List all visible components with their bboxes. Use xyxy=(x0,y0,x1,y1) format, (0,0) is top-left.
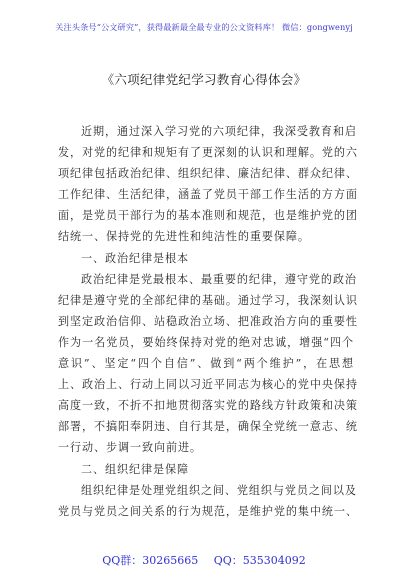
paragraph-line: 意识”、坚定“四个自信”、做到“两个维护”，在思想 xyxy=(58,357,354,371)
document-title: 《六项纪律党纪学习教育心得体会》 xyxy=(101,72,307,87)
paragraph-line: 高度一致，不折不扣地贯彻落实党的路线方针政策和决策 xyxy=(58,399,358,413)
paragraph-line: 一行动、步调一致向前进。 xyxy=(58,441,202,455)
paragraph-line: 结统一、保持党的先进性和纯洁性的重要保障。 xyxy=(58,230,310,244)
paragraph-line: 面，是党员干部行为的基本准则和规范，也是维护党的团 xyxy=(58,209,358,223)
footer-qq: QQ：535304092 xyxy=(213,554,306,567)
paragraph-line: 部署，不搞阳奉阴违、自行其是，确保全党统一意志、统 xyxy=(58,420,358,434)
paragraph-line: 组织纪律是处理党组织之间、党组织与党员之间以及 xyxy=(81,483,357,497)
paragraph-line: 纪律是遵守党的全部纪律的基础。通过学习，我深刻认识 xyxy=(58,293,358,307)
paragraph-line: 作为一名党员，要始终保持对党的绝对忠诚，增强“四个 xyxy=(58,335,354,349)
header-note: 关注头条号“公文研究”，获得最新最全最专业的公文资料库！ 微信：gongwenyj xyxy=(55,22,353,32)
paragraph-line: 党员与党员之间关系的行为规范，是维护党的集中统一、 xyxy=(58,504,358,518)
paragraph-line: 发，对党的纪律和规矩有了更深刻的认识和理解。党的六 xyxy=(58,146,358,160)
paragraph-line: 上、政治上、行动上同以习近平同志为核心的党中央保持 xyxy=(58,378,358,392)
footer-qq-group: QQ群：30265665 xyxy=(102,554,199,567)
section-heading: 二、组织纪律是保障 xyxy=(81,462,189,476)
paragraph-line: 工作纪律、生活纪律，涵盖了党员干部工作生活的方方面 xyxy=(58,188,358,202)
footer-contact xyxy=(0,552,408,568)
section-heading: 一、政治纪律是根本 xyxy=(81,251,189,265)
paragraph-line: 到坚定政治信仰、站稳政治立场、把准政治方向的重要性 xyxy=(58,314,358,328)
paragraph-line: 近期，通过深入学习党的六项纪律，我深受教育和启 xyxy=(81,125,357,138)
document-body xyxy=(58,121,358,522)
paragraph-line: 项纪律包括政治纪律、组织纪律、廉洁纪律、群众纪律、 xyxy=(58,167,358,181)
paragraph-line: 政治纪律是党最根本、最重要的纪律，遵守党的政治 xyxy=(81,272,357,286)
